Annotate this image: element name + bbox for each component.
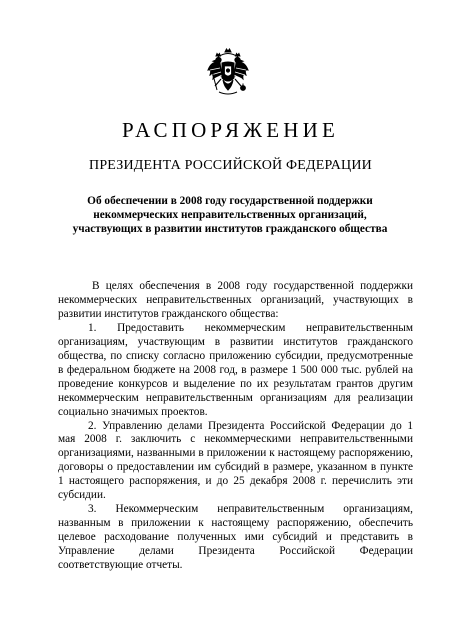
- paragraph-preamble: В целях обеспечения в 2008 году государственной поддержки некоммерческих неправительственных организаций, участвующих в развитии институтов гражданского общества:: [58, 280, 413, 320]
- document-title: Об обеспечении в 2008 году государственной поддержки некоммерческих неправительственных организаций, участвующих в развитии институтов гражданского общества: [72, 195, 388, 235]
- document-type-heading: РАСПОРЯЖЕНИЕ: [121, 118, 340, 142]
- paragraph-item-1: 1. Предоставить некоммерческим неправительственным организациям, участвующим в развитии институтов гражданского общества, по списку согласно приложению субсидии, предусмотренные в федеральном бюджете на 2008 год, в размере 1 500 000 тыс. рублей на проведение конкурсов и выделение по их результатам грантов другим некоммерческим неправительственным организациям для реализации социально значимых проектов.: [58, 321, 413, 418]
- issuer-heading: ПРЕЗИДЕНТА РОССИЙСКОЙ ФЕДЕРАЦИИ: [89, 158, 372, 173]
- document-body: [58, 280, 413, 573]
- paragraph-item-2: 2. Управлению делами Президента Российской Федерации до 1 мая 2008 г. заключить с некоммерческими неправительственными организациями, названными в приложении к настоящему распоряжению, договоры о предоставлении им субсидий в размере, указанном в пункте 1 настоящего распоряжения, и до 25 декабря 2008 г. перечислить эти субсидии.: [58, 419, 413, 502]
- paragraph-item-3: 3. Некоммерческим неправительственным организациям, названным в приложении к настоящему распоряжению, обеспечить целевое расходование полученных ими субсидий и представить в Управление делами Президента Российской Федерации соответствующие отчеты.: [58, 503, 413, 572]
- double-headed-eagle-icon: [206, 46, 250, 98]
